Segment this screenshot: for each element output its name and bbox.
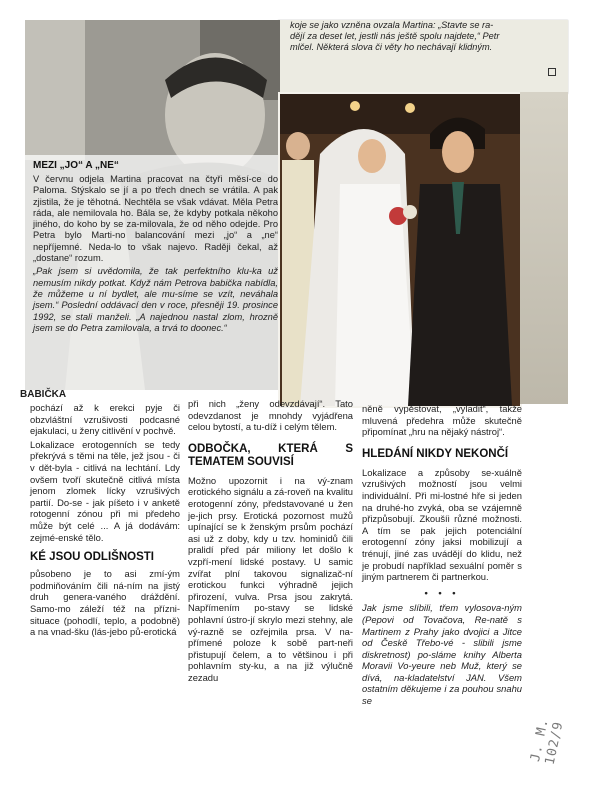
column-middle <box>188 398 353 685</box>
story-paragraph: V červnu odjela Martina pracovat na čtyři měsí-ce do Paloma. Stýskalo se jí a po třech dnech se vrátila. A pak zjistila, že je těhotná. Nechtěla se však vdávat. Měla Petra ráda, ale nemilovala ho. Bála se, že kdyby potkala někoho jiného, do koho by se za-milovala, že od něho odejde. Pro Petra bylo Marti-no balancování mezi „jo“ a „ne“ nepříjemné. Neda-lo to však najevo. Raději čekal, až „dostane“ rozum. <box>33 174 278 264</box>
top-right-line: mlčel. Některá slova či věty ho nechávají klidným. <box>290 42 493 53</box>
archive-stamp: J. M. 102/9 <box>528 716 567 767</box>
top-right-line: dějí za deset let, jestli nás ještě spolu najdete,“ Petr <box>290 31 500 42</box>
column-right <box>362 403 522 709</box>
column-middle-lead: při nich „ženy odevzdávají“. Tato odevzdanost je mnohdy vyjádřena celou bytostí, a tu-díž i celým tělem. <box>188 398 353 433</box>
column-right-lead: něně vypěstovat, „vyladit“, takže mluvená předehra může skutečně připomínat „hru na nějaký nástroj“. <box>362 403 522 438</box>
column-middle-heading: ODBOČKA, KTERÁ S TEMATEM SOUVISÍ <box>188 442 353 468</box>
end-square-icon <box>548 68 556 76</box>
top-right-clipping <box>278 20 568 94</box>
wedding-illustration <box>280 94 520 406</box>
photo-caption: BABIČKA <box>20 389 67 400</box>
column-middle-paragraph: Možno upozornit i na vý-znam erotického signálu a zá-roveň na kvalitu erotogenní zóny, představované u žen je-jich prsy. Erotická pozornost mužů upínající se k ženským prsům pochází asi už z doby, kdy u tzv. hominidů čili pralidí před pár miliony let došlo k vzpří-mení lidské postavy. U samic zvířat plní takovou signalizač-ní erotickou funkci výhradně jejich přirození, vulva. Prsa jsou zakrytá. Napřímením po-stavy se lidské pohlavní ústro-jí skrylo mezi stehny, ale vý-razně se ozřejmila prsa. V na-přímené poloze k sobě part-neři přistupují čelem, a to většinou i při pohlavním sty-ku, a na již výlučně zezadu <box>188 474 353 683</box>
column-right-paragraph: Lokalizace a způsoby se-xuálně vzrušivých možností jsou velmi individuální. Při mi-lostné hře si jeden na druhé-ho zvyká, oba se vzájemně přizpůsobují. Zkoušíi různé možnosti. A tím se pak jejich potenciální erotogenní zóny jaksi mobilizují a trénují, jiné zas uvádějí do klidu, než je probudí například sexuální poměr s jiným partnerem či partnerkou. <box>362 466 522 583</box>
section-separator: • • • <box>424 586 460 598</box>
column-right-italic: Jak jsme slíbili, třem vylosova-ným (Pepovi od Tovačova, Re-natě s Martinem z Prahy jako dvojici a Jitce od Českě Třebo-vé - slibili jsme diskretnost) po-sláme knihy Alberta Moravii Vo-yeure neb Muž, který se dívá, na-kladatelství JAN. Všem ostatním děkujeme i za pouhou snahu se <box>362 602 522 707</box>
column-left <box>30 402 180 640</box>
story-paragraph: „Pak jsem si uvědomila, že tak perfektního klu-ka už nemusím nikdy potkat. Když nám Petrova babička nabídla, že můžeme u ní bydlet, ale mu-síme se vzít, neváhala jsem.“ Poslední oddávací den v roce, přesněji 19. prosince 1992, se stali manželi. „A najednou nastal zlom, hrozně jsem se do Petra zamilovala, a trvá to doonec.“ <box>33 266 278 333</box>
column-left-heading: KÉ JSOU ODLIŠNOSTI <box>30 551 154 564</box>
top-right-line: koje se jako vzněna ovzala Martina: „Stavte se ra- <box>290 20 494 30</box>
column-left-paragraph: pochází až k erekci pyje či obzvláštní vzrušivosti podcasné ejakulaci, u ženy citlivění v pochvě. <box>30 402 180 437</box>
wedding-photo <box>278 92 522 408</box>
column-left-paragraph: působeno je to asi zmí-ým podmiňováním čili ná-ním na jistý druh genera-vaného dráždění. Samo-mo záleží též na přízni-situace (pohodlí, teplo, a podobně) a na vnad-šku (lás-jebo pů-erotická <box>30 568 180 638</box>
story-heading: MEZI „JO“ A „NE“ <box>33 160 119 171</box>
top-right-text <box>290 20 562 54</box>
torn-paper-edge <box>520 92 568 404</box>
column-left-paragraph: Lokalizace erotogenních se tedy překrývá s těmi na těle, jež jsou - či v dět-byla - citlivá na lechtání. Ldy ovšem tvoří skutečně citlivá místa jenom zlomek lícky vzrušivých partií. Do-se - jak píšeto i v anketě rotogenní zónou při mi předeho může být celé ... A já dodávám: zejmé-enské tělo. <box>30 438 180 543</box>
column-right-heading: HLEDÁNÍ NIKDY NEKONČÍ <box>362 447 509 460</box>
story-box <box>33 160 278 336</box>
